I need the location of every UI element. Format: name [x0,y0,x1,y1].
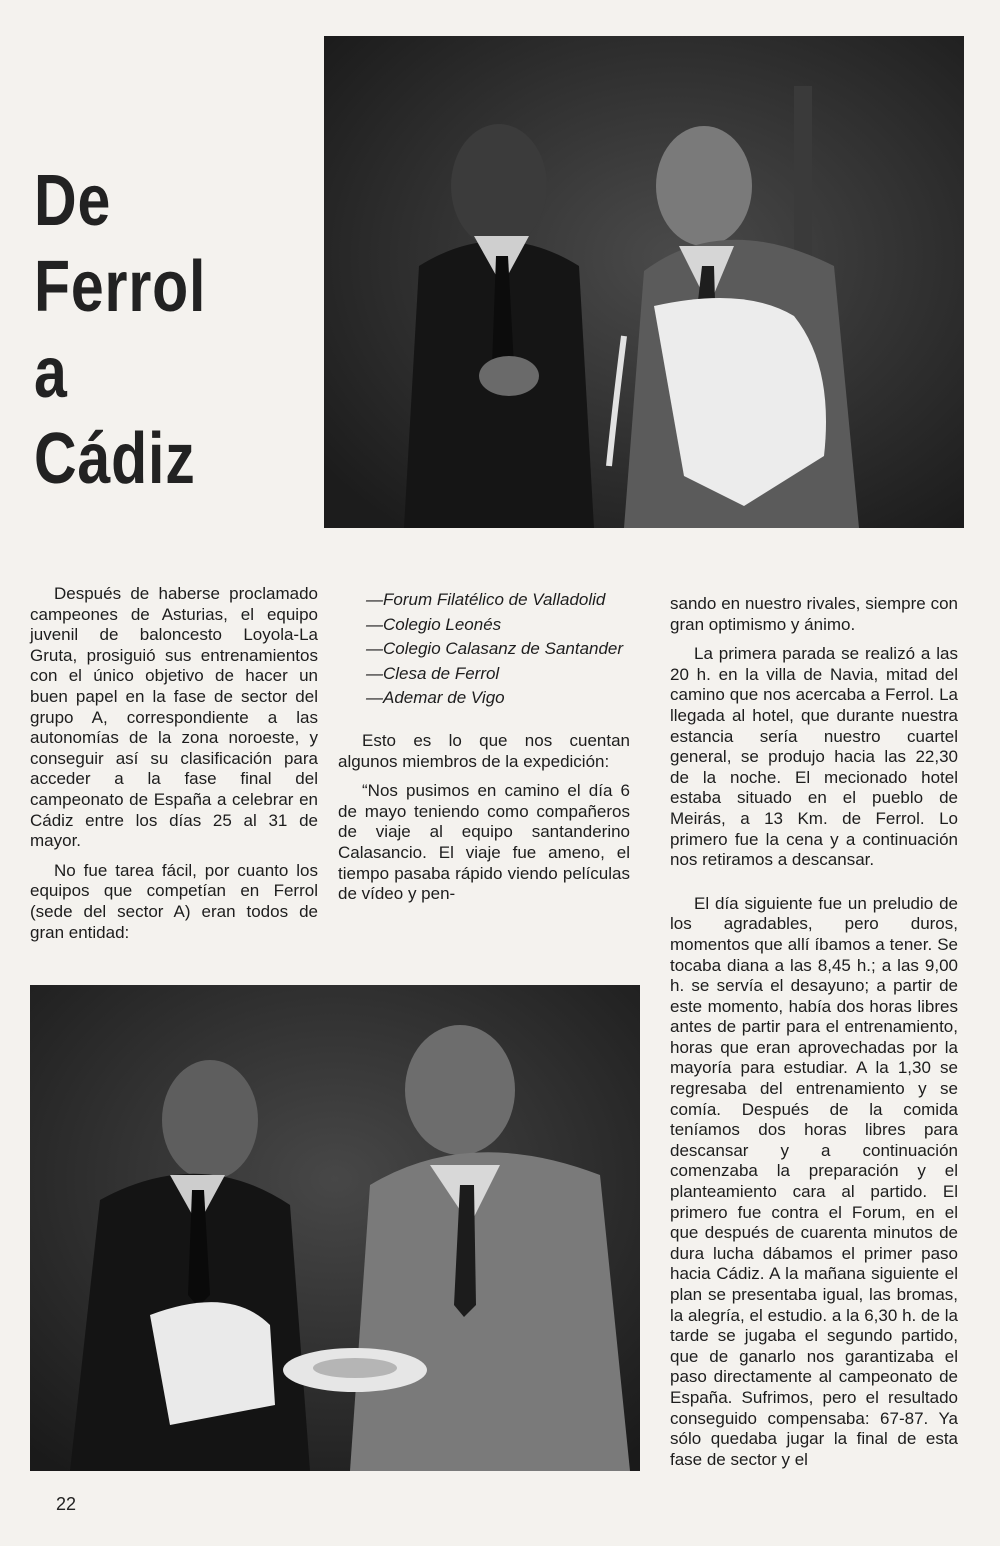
list-item: —Clesa de Ferrol [366,663,500,683]
list-item: —Colegio Calasanz de Santander [366,639,624,659]
photo-two-men-exchanging-pennant-icon [324,36,964,528]
article-column-1 [30,584,318,952]
paragraph: sando en nuestro rivales, siempre con gran optimismo y ánimo. [670,594,958,634]
article-title [34,158,255,502]
list-item: —Colegio Leonés [366,614,502,634]
photo-two-men-exchanging-gifts-icon [30,985,640,1471]
article-column-3 [670,594,958,1479]
title-line: Ferrol [34,247,207,327]
page-number: 22 [56,1494,77,1514]
paragraph: La primera parada se realizó a las 20 h. en la villa de Navia, mitad del camino que nos acercaba a Ferrol. La llegada al hotel, que durante nuestra estancia sería nuestro cuartel general, se produjo hacia las 22,30 de la noche. El mecionado hotel estaba situado en el pueblo de Meirás, a 13 Km. de Ferrol. Lo primero fue la cena y a continuación nos retiramos a descansar. [670,644,958,870]
title-line: De [34,161,112,241]
list-item: —Forum Filatélico de Valladolid [366,590,606,609]
paragraph-spacer [670,880,958,894]
paragraph: “Nos pusimos en camino el día 6 de mayo teniendo como compañeros de viaje al equipo santanderino Calasancio. El viaje fue ameno, el tiempo pasaba rápido viendo películas de vídeo y pen- [338,781,630,904]
paragraph: No fue tarea fácil, por cuanto los equipos que competían en Ferrol (sede del sector A) eran todos de gran entidad: [30,860,318,942]
photo-two-men-exchanging-pennant [324,36,964,528]
paragraph: Esto es lo que nos cuentan algunos miembros de la expedición: [338,730,630,771]
paragraph: Después de haberse proclamado campeones de Asturias, el equipo juvenil de baloncesto Loyola-La Gruta, prosiguió sus entrenamientos con el único objetivo de hacer un buen papel en la fase de sector del grupo A, correspondiente a las autonomías de la zona noroeste, y conseguir así su clasificación para acceder a la fase final del campeonato de España a celebrar en Cádiz entre los días 25 al 31 de mayor. [30,584,318,851]
article-column-2 [338,590,630,914]
photo-two-men-exchanging-gifts [30,985,640,1471]
title-line: Cádiz [34,419,196,499]
list-item: —Ademar de Vigo [366,688,505,708]
title-line: a [34,333,68,413]
paragraph: El día siguiente fue un preludio de los agradables, pero duros, momentos que allí íbamos a tener. Se tocaba diana a las 8,45 h.; a las 9,00 h. se servía el desayuno; a partir de este momento, había dos horas libres antes de partir para el entrenamiento, horas que eran aprovechadas por la mayoría para estudiar. A la 1,30 se regresaba del entrenamiento y se comía. Después de la comida teníamos dos horas libres para descansar y a continuación comenzaba la preparación y el planteamiento cara al partido. El primero fue contra el Forum, en el que después de cuarenta minutos de dura lucha dábamos el primer paso hacia Cádiz. A la mañana siguiente el plan se presentaba igual, las bromas, la alegría, el estudio. a la 6,30 h. de la tarde se jugaba el segundo partido, que de ganarlo nos garantizaba el paso directamente al campeonato de España. Sufrimos, pero el resultado conseguido compensaba: 67-87. Ya sólo quedaba jugar la final de esta fase de sector y el [670,893,958,1469]
team-list [338,590,630,709]
